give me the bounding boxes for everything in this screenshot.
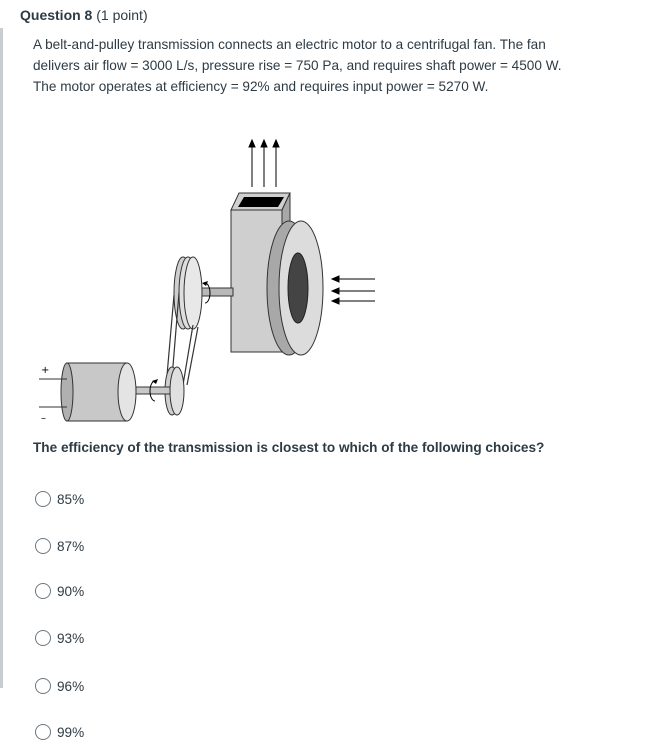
question-title: Question 8 <box>20 7 93 23</box>
choice-label: 90% <box>57 583 85 599</box>
choice-label: 96% <box>57 678 85 694</box>
fan-pulley <box>174 257 202 329</box>
motor-shaft <box>136 387 170 394</box>
choice-87[interactable] <box>35 535 84 557</box>
radio-button[interactable] <box>35 538 51 554</box>
electric-motor <box>61 363 136 421</box>
choice-label: 87% <box>57 538 85 554</box>
radio-button[interactable] <box>35 630 51 646</box>
radio-button[interactable] <box>35 678 51 694</box>
choice-90[interactable] <box>35 580 84 602</box>
question-border <box>0 28 3 688</box>
outlet-airflow-arrows <box>249 140 279 187</box>
minus-terminal-label: – <box>41 413 46 424</box>
choice-label: 93% <box>57 630 85 646</box>
question-prompt: The efficiency of the transmission is closest to which of the following choices? <box>33 440 545 455</box>
question-text: A belt-and-pulley transmission connects an electric motor to a centrifugal fan. The fan delivers air flow = 3000 L/s, pressure rise = 750 Pa, and requires shaft power = 4500 W. The motor operates at efficiency = 92% and requires input power = 5270 W. <box>33 37 562 94</box>
radio-button[interactable] <box>35 724 51 740</box>
radio-button[interactable] <box>35 491 51 507</box>
choice-93[interactable] <box>35 627 84 649</box>
choice-96[interactable] <box>35 675 84 697</box>
inlet-airflow-arrows <box>332 276 375 304</box>
fan-inlet-cover <box>267 221 323 355</box>
plus-terminal-label: + <box>41 365 50 376</box>
choice-85[interactable] <box>35 488 84 510</box>
choice-label: 85% <box>57 491 85 507</box>
radio-button[interactable] <box>35 583 51 599</box>
choice-label: 99% <box>57 724 85 740</box>
question-points: (1 point) <box>96 7 148 23</box>
belt-pulley-fan-diagram <box>33 135 393 425</box>
question-header <box>20 7 148 23</box>
choice-99[interactable] <box>35 721 84 743</box>
